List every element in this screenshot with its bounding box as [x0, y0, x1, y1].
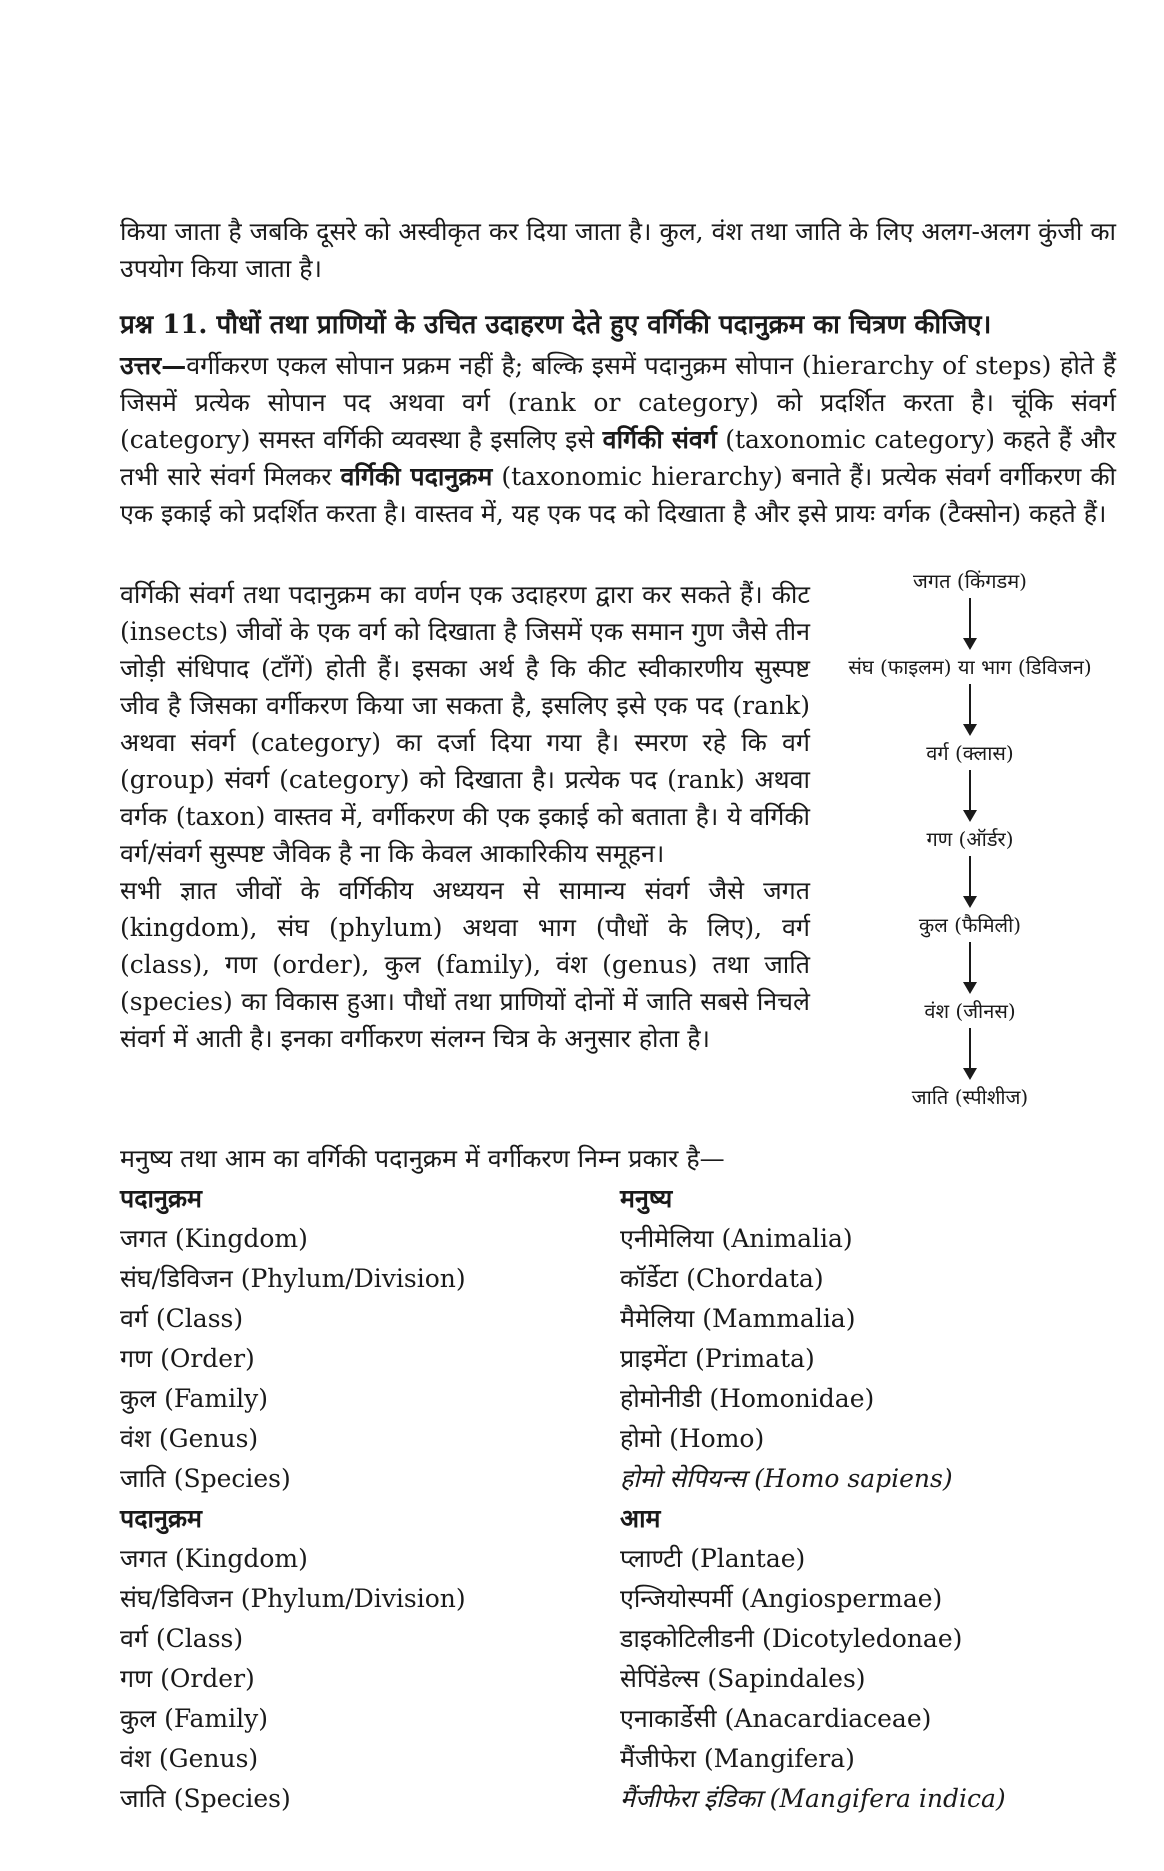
table-row — [120, 1658, 1120, 1698]
taxon-cell: प्लाण्टी (Plantae) — [620, 1544, 806, 1573]
header-mango: आम — [620, 1504, 661, 1533]
taxon-cell: होमो (Homo) — [620, 1424, 765, 1453]
taxon-cell: मैमेलिया (Mammalia) — [620, 1304, 856, 1333]
insects-paragraph: वर्गिकी संवर्ग तथा पदानुक्रम का वर्णन एक उदाहरण द्वारा कर सकते हैं। कीट (insects) जीवों के एक वर्ग को दिखाता है जिसमें एक समान गुण जैसे तीन जोड़ी संधिपाद (टाँगें) होती हैं। इसका अर्थ है कि कीट स्वीकारणीय सुस्पष्ट जीव है जिसका वर्गीकरण किया जा सकता है, इसलिए इसे एक पद (rank) अथवा संवर्ग (category) का दर्जा दिया गया है। स्मरण रहे कि वर्ग (group) संवर्ग (category) को दिखाता है। प्रत्येक पद (rank) अथवा वर्गक (taxon) वास्तव में, वर्गीकरण की एक इकाई को बताता है। ये वर्गिकी वर्ग/संवर्ग सुस्पष्ट जैविक है ना कि केवल आकारिकीय समूहन। — [120, 580, 810, 868]
table-row — [120, 1698, 1120, 1738]
taxon-cell: डाइकोटिलीडनी (Dicotyledonae) — [620, 1624, 963, 1653]
rank-cell: संघ/डिविजन (Phylum/Division) — [120, 1264, 466, 1293]
answer-label: उत्तर— — [120, 351, 187, 380]
table-header-row — [120, 1178, 1120, 1218]
table-row — [120, 1298, 1120, 1338]
table-intro: मनुष्य तथा आम का वर्गिकी पदानुक्रम में वर्गीकरण निम्न प्रकार है— — [120, 1144, 725, 1173]
rank-cell: वंश (Genus) — [120, 1424, 259, 1453]
table-row — [120, 1618, 1120, 1658]
down-arrow-icon — [969, 684, 971, 734]
rank-cell: कुल (Family) — [120, 1384, 268, 1413]
taxon-cell: मैंजीफेरा इंडिका (Mangifera indica) — [620, 1784, 1006, 1813]
categories-paragraph: सभी ज्ञात जीवों के वर्गिकीय अध्ययन से सामान्य संवर्ग जैसे जगत (kingdom), संघ (phylum) अथवा भाग (पौधों के लिए), वर्ग (class), गण (order), कुल (family), वंश (genus) तथा जाति (species) का विकास हुआ। पौधों तथा प्राणियों दोनों में जाति सबसे निचले संवर्ग में आती है। इनका वर्गीकरण संलग्न चित्र के अनुसार होता है। — [120, 876, 810, 1053]
hierarchy-level-kingdom: जगत (किंगडम) — [913, 569, 1027, 593]
rank-cell: गण (Order) — [120, 1344, 255, 1373]
down-arrow-icon — [969, 770, 971, 820]
header-hierarchy: पदानुक्रम — [120, 1184, 202, 1213]
taxon-cell: प्राइमेंटा (Primata) — [620, 1344, 815, 1373]
question-heading: प्रश्न 11. पौधों तथा प्राणियों के उचित उदाहरण देते हुए वर्गिकी पदानुक्रम का चित्रण कीजिए। — [120, 310, 992, 340]
top-paragraph: किया जाता है जबकि दूसरे को अस्वीकृत कर दिया जाता है। कुल, वंश तथा जाति के लिए अलग-अलग कुंजी का उपयोग किया जाता है। — [120, 217, 1116, 283]
answer-text-2: (taxonomic category) कहते हैं और तभी सारे संवर्ग मिलकर — [120, 425, 1117, 491]
header-hierarchy: पदानुक्रम — [120, 1504, 202, 1533]
rank-cell: गण (Order) — [120, 1664, 255, 1693]
hierarchy-level-genus: वंश (जीनस) — [924, 999, 1016, 1023]
table-row — [120, 1538, 1120, 1578]
taxon-cell: मैंजीफेरा (Mangifera) — [620, 1744, 855, 1773]
rank-cell: वर्ग (Class) — [120, 1304, 244, 1333]
hierarchy-level-phylum: संघ (फाइलम) या भाग (डिविजन) — [848, 655, 1092, 679]
down-arrow-icon — [969, 1028, 971, 1078]
table-row — [120, 1418, 1120, 1458]
answer-paragraph — [120, 347, 1116, 532]
answer-term-taxonomic-hierarchy: वर्गिकी पदानुक्रम — [340, 462, 493, 491]
rank-cell: वर्ग (Class) — [120, 1624, 244, 1653]
hierarchy-level-class: वर्ग (क्लास) — [926, 741, 1014, 765]
rank-cell: कुल (Family) — [120, 1704, 268, 1733]
mango-classification-table — [120, 1498, 1120, 1818]
answer-text-1: वर्गीकरण एकल सोपान प्रक्रम नहीं है; बल्कि इसमें पदानुक्रम सोपान (hierarchy of steps) होते हैं जिसमें प्रत्येक सोपान पद अथवा वर्ग (rank or category) को प्रदर्शित करता है। चूंकि संवर्ग (category) समस्त वर्गिकी व्यवस्था है इसलिए इसे — [120, 351, 1116, 454]
hierarchy-level-order: गण (ऑर्डर) — [926, 827, 1014, 851]
table-row — [120, 1778, 1120, 1818]
table-row — [120, 1578, 1120, 1618]
left-column — [120, 576, 810, 1057]
taxon-cell: होमो सेपियन्स (Homo sapiens) — [620, 1464, 953, 1493]
down-arrow-icon — [969, 598, 971, 648]
human-classification-table — [120, 1178, 1120, 1498]
down-arrow-icon — [969, 856, 971, 906]
taxon-cell: एनीमेलिया (Animalia) — [620, 1224, 853, 1253]
rank-cell: वंश (Genus) — [120, 1744, 259, 1773]
table-row — [120, 1338, 1120, 1378]
rank-cell: जगत (Kingdom) — [120, 1224, 308, 1253]
table-row — [120, 1218, 1120, 1258]
answer-term-taxonomic-category: वर्गिकी संवर्ग — [602, 425, 717, 454]
taxon-cell: एनाकार्डेसी (Anacardiaceae) — [620, 1704, 932, 1733]
taxon-cell: होमोनीडी (Homonidae) — [620, 1384, 875, 1413]
hierarchy-level-family: कुल (फैमिली) — [918, 913, 1022, 937]
table-header-row — [120, 1498, 1120, 1538]
table-row — [120, 1258, 1120, 1298]
header-human: मनुष्य — [620, 1184, 673, 1213]
hierarchy-level-species: जाति (स्पीशीज) — [911, 1085, 1029, 1109]
rank-cell: संघ/डिविजन (Phylum/Division) — [120, 1584, 466, 1613]
taxon-cell: सेपिंडेल्स (Sapindales) — [620, 1664, 866, 1693]
table-row — [120, 1458, 1120, 1498]
taxon-cell: कॉर्डेटा (Chordata) — [620, 1264, 824, 1293]
table-row — [120, 1378, 1120, 1418]
down-arrow-icon — [969, 942, 971, 992]
hierarchy-diagram — [820, 568, 1120, 1110]
table-row — [120, 1738, 1120, 1778]
rank-cell: जाति (Species) — [120, 1464, 291, 1493]
rank-cell: जाति (Species) — [120, 1784, 291, 1813]
rank-cell: जगत (Kingdom) — [120, 1544, 308, 1573]
taxon-cell: एन्जियोस्पर्मी (Angiospermae) — [620, 1584, 943, 1613]
answer-text-3: (taxonomic hierarchy) बनाते हैं। प्रत्येक संवर्ग वर्गीकरण की एक इकाई को प्रदर्शित करता है। वास्तव में, यह एक पद को दिखाता है और इसे प्रायः वर्गक (टैक्सोन) कहते हैं। — [120, 462, 1116, 528]
